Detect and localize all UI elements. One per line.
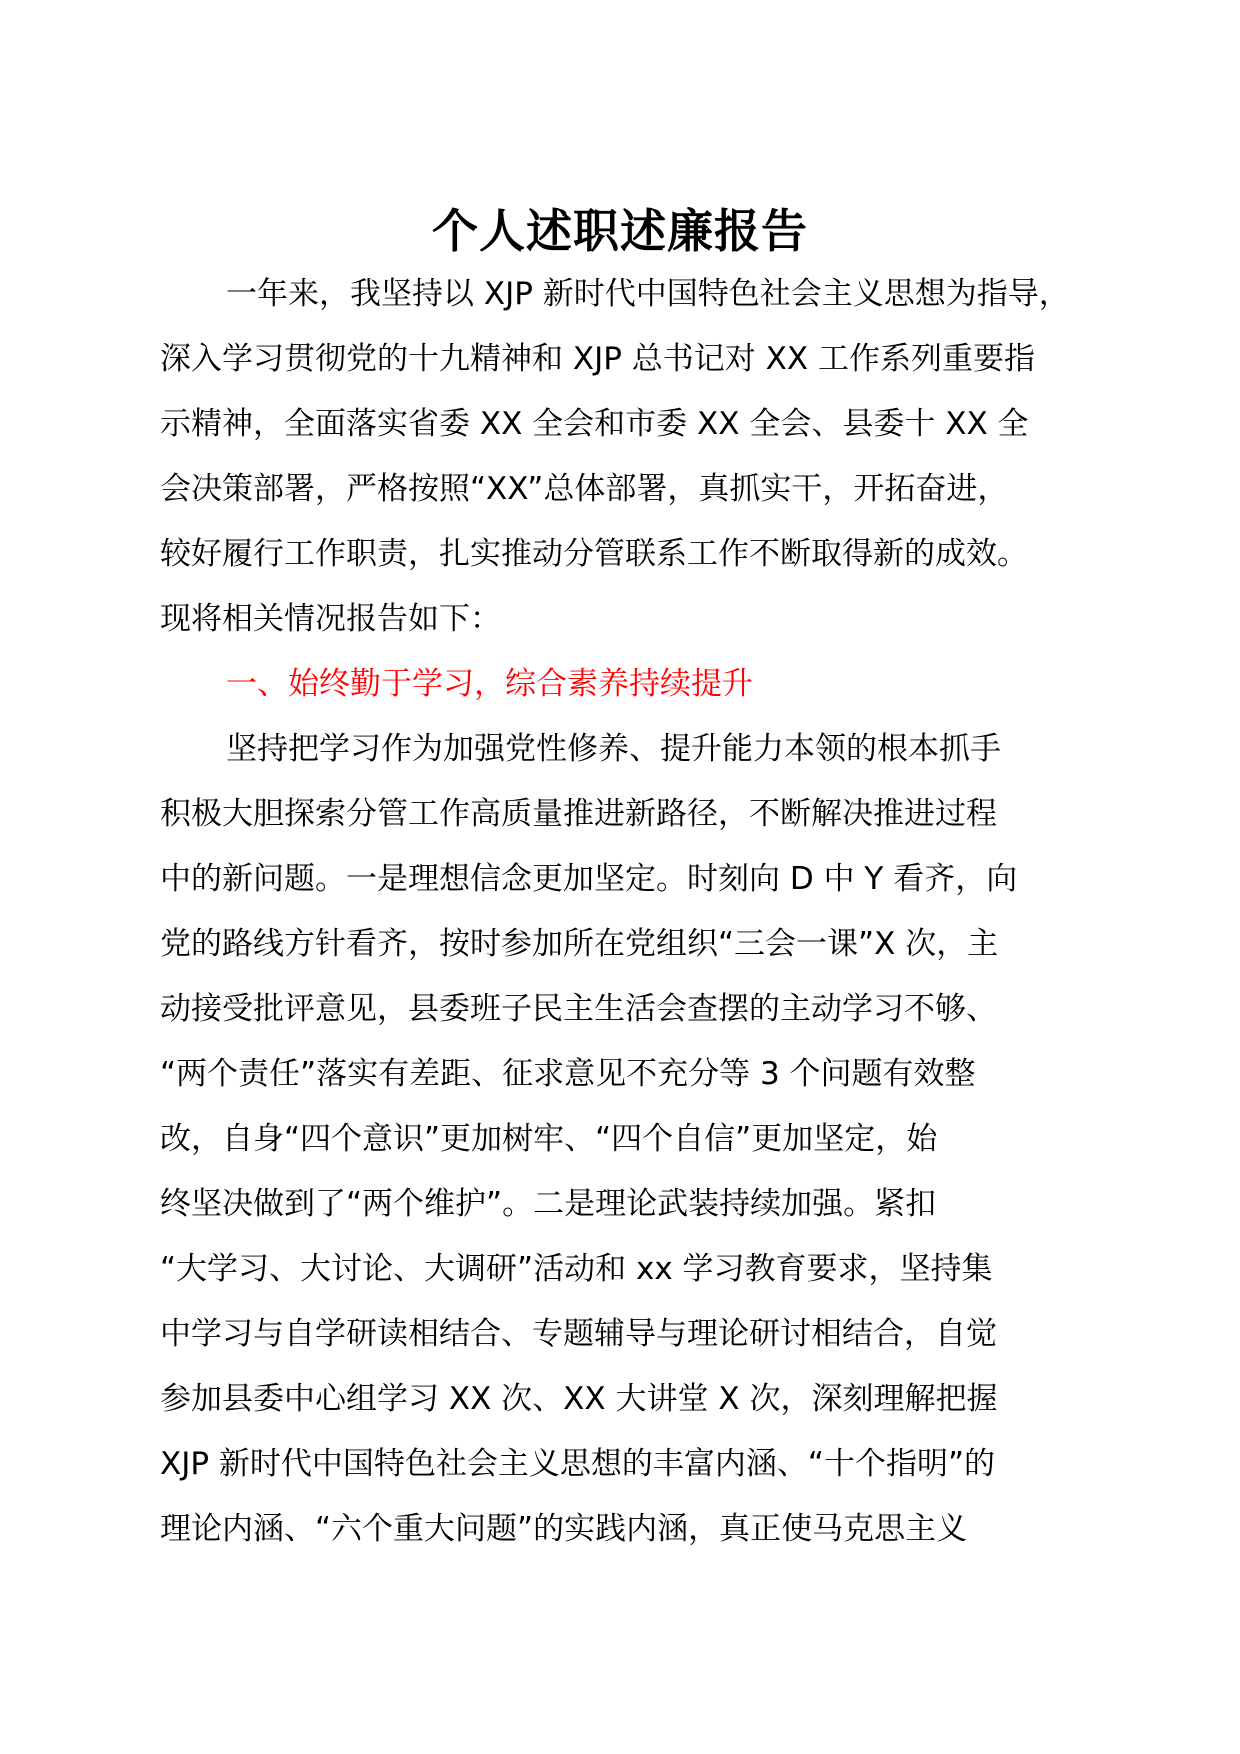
paragraph-line: “大学习、大讨论、大调研”活动和 xx 学习教育要求，坚持集 <box>160 1251 993 1287</box>
paragraph-section-1 <box>160 717 1100 1562</box>
paragraph-line: 会决策部署，严格按照“XX”总体部署，真抓实干，开拓奋进， <box>160 471 1009 507</box>
paragraph-line: 中学习与自学研读相结合、专题辅导与理论研讨相结合，自觉 <box>160 1316 997 1352</box>
section-heading: 一、始终勤于学习，综合素养持续提升 <box>226 666 753 702</box>
paragraph-line: 深入学习贯彻党的十九精神和 XJP 总书记对 XX 工作系列重要指 <box>160 341 1035 377</box>
paragraph-line: 坚持把学习作为加强党性修养、提升能力本领的根本抓手 <box>226 731 1001 767</box>
paragraph-line: 理论内涵、“六个重大问题”的实践内涵，真正使马克思主义 <box>160 1511 968 1547</box>
paragraph-line: 党的路线方针看齐，按时参加所在党组织“三会一课”X 次，主 <box>160 926 999 962</box>
paragraph-line: 示精神，全面落实省委 XX 全会和市委 XX 全会、县委十 XX 全 <box>160 406 1029 442</box>
paragraph-line: 一年来，我坚持以 XJP 新时代中国特色社会主义思想为指导， <box>226 276 1070 312</box>
paragraph-intro <box>160 262 1100 652</box>
paragraph-line: 较好履行工作职责，扎实推动分管联系工作不断取得新的成效。 <box>160 536 1028 572</box>
paragraph-line: 改，自身“四个意识”更加树牢、“四个自信”更加坚定，始 <box>160 1121 938 1157</box>
document-title: 个人述职述廉报告 <box>432 204 808 258</box>
paragraph-line: 积极大胆探索分管工作高质量推进新路径，不断解决推进过程 <box>160 796 997 832</box>
paragraph-line: XJP 新时代中国特色社会主义思想的丰富内涵、“十个指明”的 <box>160 1446 996 1482</box>
paragraph-line: 终坚决做到了“两个维护”。二是理论武装持续加强。紧扣 <box>160 1186 937 1222</box>
paragraph-line: 参加县委中心组学习 XX 次、XX 大讲堂 X 次，深刻理解把握 <box>160 1381 998 1417</box>
paragraph-line: 动接受批评意见，县委班子民主生活会查摆的主动学习不够、 <box>160 991 997 1027</box>
paragraph-line: 中的新问题。一是理想信念更加坚定。时刻向 D 中 Y 看齐，向 <box>160 861 1018 897</box>
paragraph-line: “两个责任”落实有差距、征求意见不充分等 3 个问题有效整 <box>160 1056 976 1092</box>
document-body <box>160 262 1100 1562</box>
paragraph-line: 现将相关情况报告如下： <box>160 601 501 637</box>
